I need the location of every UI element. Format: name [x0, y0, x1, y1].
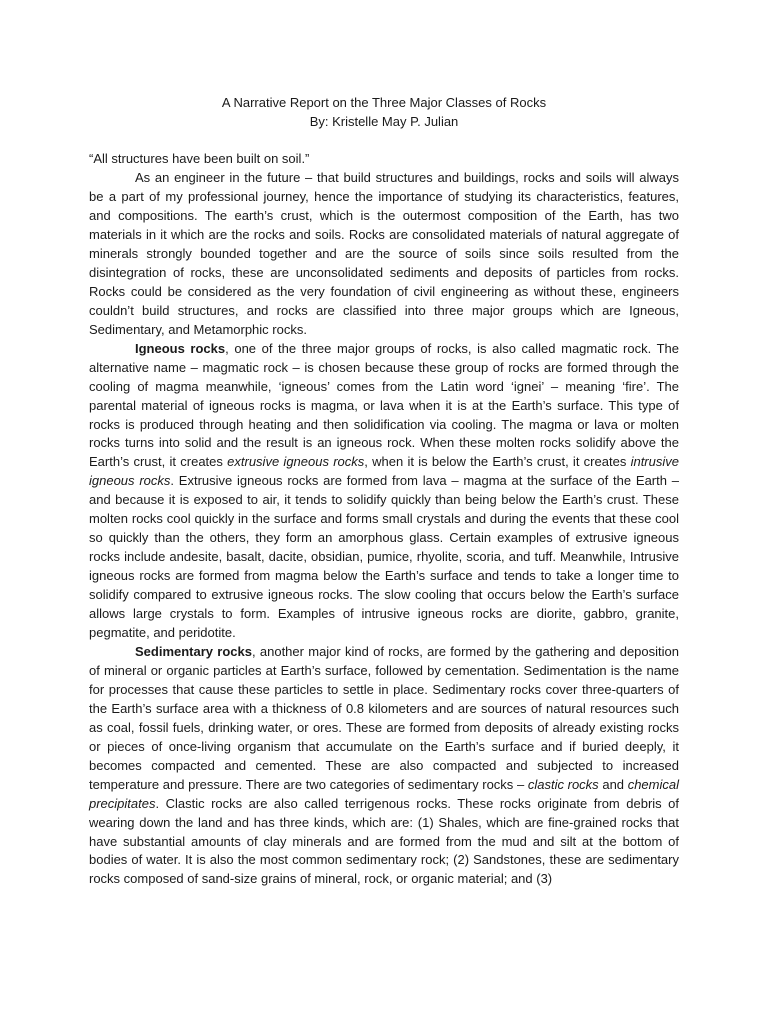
- term-clastic-rocks: clastic rocks: [527, 776, 599, 792]
- epigraph: “All structures have been built on soil.”: [89, 151, 310, 167]
- term-extrusive-igneous-rocks: extrusive igneous rocks: [227, 454, 365, 470]
- term-igneous-rocks: Igneous rocks: [135, 340, 226, 356]
- paragraph-sedimentary: [89, 643, 679, 889]
- paragraph-text: , another major kind of rocks, are formed by the gathering and deposition of mineral or organic particles at Earth’s surface, followed by cementation. Sedimentation is the name for processes that cause these particles to settle in place. Sedimentary rocks cover three-quarters of the Earth’s surface area with a thickness of 0.8 kilometers and are sources of natural resources such as coal, fossil fuels, drinking water, or ores. These are formed from deposits of already existing rocks or pieces of once-living organism that accumulate on the Earth’s surface and if buried deeply, it becomes compacted and cemented. These are also compacted and subjected to increased temperature and pressure. There are two categories of sedimentary rocks –: [89, 643, 679, 792]
- paragraph-text: . Clastic rocks are also called terrigenous rocks. These rocks originate from debris of wearing down the land and has three kinds, which are: (1) Shales, which are fine-grained rocks that have substantial amounts of clay minerals and are formed from the mud and silt at the bottom of bodies of water. It is also the most common sedimentary rock; (2) Sandstones, these are sedimentary rocks composed of sand-size grains of mineral, rock, or organic material; and (3): [89, 795, 679, 887]
- document-page: [89, 94, 679, 889]
- paragraph-text: , when it is below the Earth’s crust, it creates: [364, 454, 631, 470]
- title-block: [89, 94, 679, 131]
- paragraph-text: As an engineer in the future – that build structures and buildings, rocks and soils will always be a part of my professional journey, hence the importance of studying its characteristics, features, and compositions. The earth’s crust, which is the outermost composition of the Earth, has two materials in it which are the rocks and soils. Rocks are consolidated materials of natural aggregate of minerals strongly bounded together and are the source of soils since soils resulted from the disintegration of rocks, these are unconsolidated sediments and deposits of particles from rocks. Rocks could be considered as the very foundation of civil engineering as without these, engineers couldn’t build structures, and rocks are classified into three major groups which are Igneous, Sedimentary, and Metamorphic rocks.: [89, 170, 679, 337]
- term-sedimentary-rocks: Sedimentary rocks: [135, 643, 252, 659]
- paragraph-igneous: [89, 340, 679, 643]
- term-chemical-precipitates: chemical precipitates: [89, 776, 679, 811]
- paragraph-intro: [89, 169, 679, 340]
- term-intrusive-igneous-rocks: intrusive igneous rocks: [89, 454, 679, 489]
- paragraph-text: and: [598, 776, 628, 792]
- document-byline: By: Kristelle May P. Julian: [309, 113, 459, 129]
- document-title: A Narrative Report on the Three Major Classes of Rocks: [221, 95, 547, 110]
- paragraph-text: . Extrusive igneous rocks are formed from lava – magma at the surface of the Earth – and because it is exposed to air, it tends to solidify quickly than being below the Earth’s crust. These molten rocks cool quickly in the surface and forms small crystals and during the events that these cool so quickly than the others, they form an amorphous glass. Certain examples of extrusive igneous rocks include andesite, basalt, dacite, obsidian, pumice, rhyolite, scoria, and tuff. Meanwhile, Intrusive igneous rocks are formed from magma below the Earth’s surface and tends to take a longer time to solidify compared to extrusive igneous rocks. The slow cooling that occurs below the Earth’s surface allows large crystals to form. Examples of intrusive igneous rocks are diorite, gabbro, granite, pegmatite, and peridotite.: [89, 473, 679, 641]
- document-body: [89, 150, 679, 889]
- paragraph-text: , one of the three major groups of rocks, is also called magmatic rock. The alternative name – magmatic rock – is chosen because these group of rocks are formed through the cooling of magma meanwhile, ‘igneous’ comes from the Latin word ‘ignei’ – meaning ‘fire’. The parental material of igneous rocks is magma, or lava when it is at the Earth’s surface. This type of rocks is produced through heating and then solidification via cooling. The magma or lava or molten rocks turns into solid and the result is an igneous rock. When these molten rocks solidify above the Earth’s crust, it creates: [89, 340, 679, 470]
